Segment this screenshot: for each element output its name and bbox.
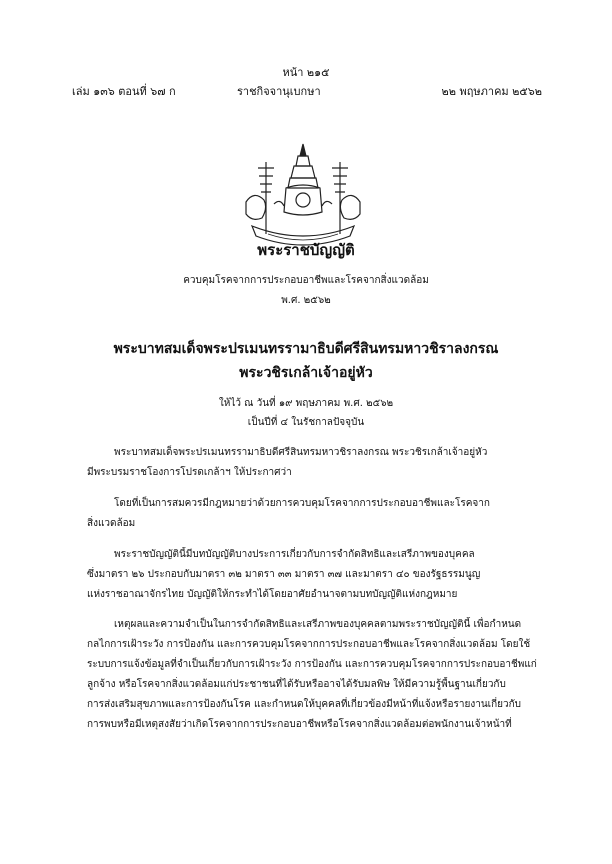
body-line: พระบาทสมเด็จพระปรเมนทรรามาธิบดีศรีสินทรมหาวชิราลงกรณ พระวชิรเกล้าเจ้าอยู่หัว xyxy=(114,447,488,458)
volume-issue: เล่ม ๑๓๖ ตอนที่ ๖๗ ก xyxy=(72,85,176,98)
gazette-name: ราชกิจจานุเบกษา xyxy=(237,85,321,98)
act-subtitle: ควบคุมโรคจากการประกอบอาชีพและโรคจากสิ่งแวดล้อม xyxy=(183,275,429,286)
body-line: การส่งเสริมสุขภาพและการป้องกันโรค และกำหนดให้บุคคลที่เกี่ยวข้องมีหน้าที่แจ้งหรือรายงานเกี่ยวกับ xyxy=(87,699,522,710)
body-line: ลูกจ้าง หรือโรคจากสิ่งแวดล้อมแก่ประชาชนที่ได้รับหรืออาจได้รับมลพิษ ให้มีความรู้พื้นฐานเกี่ยวกับ xyxy=(87,679,506,690)
body-line: สิ่งแวดล้อม xyxy=(87,518,136,529)
gazette-header xyxy=(72,82,542,98)
body-line: พระราชบัญญัตินี้มีบทบัญญัติบางประการเกี่ยวกับการจำกัดสิทธิและเสรีภาพของบุคคล xyxy=(114,549,475,560)
body-line: ซึ่งมาตรา ๒๖ ประกอบกับมาตรา ๓๒ มาตรา ๓๓ มาตรา ๓๗ และมาตรา ๔๐ ของรัฐธรรมนูญ xyxy=(87,569,481,580)
body-line: โดยที่เป็นการสมควรมีกฎหมายว่าด้วยการควบคุมโรคจากการประกอบอาชีพและโรคจาก xyxy=(114,498,490,509)
royal-emblem-icon xyxy=(238,142,368,250)
king-name-line-2: พระวชิรเกล้าเจ้าอยู่หัว xyxy=(239,365,373,381)
page-number: หน้า ๒๑๕ xyxy=(282,66,330,79)
act-year: พ.ศ. ๒๕๖๒ xyxy=(281,295,331,306)
given-date: ให้ไว้ ณ วันที่ ๑๙ พฤษภาคม พ.ศ. ๒๕๖๒ xyxy=(218,398,394,409)
body-line: การพบหรือมีเหตุสงสัยว่าเกิดโรคจากการประกอบอาชีพหรือโรคจากสิ่งแวดล้อมต่อพนักงานเจ้าหน้าที่ xyxy=(87,719,512,730)
act-title: พระราชบัญญัติ xyxy=(257,241,355,259)
body-line: เหตุผลและความจำเป็นในการจำกัดสิทธิและเสรีภาพของบุคคลตามพระราชบัญญัตินี้ เพื่อกำหนด xyxy=(114,619,522,630)
body-line: ระบบการแจ้งข้อมูลที่จำเป็นเกี่ยวกับการเฝ้าระวัง การป้องกัน และการควบคุมโรคจากการประกอบอาชีพแก่ xyxy=(87,659,537,670)
reign-year: เป็นปีที่ ๔ ในรัชกาลปัจจุบัน xyxy=(247,417,365,428)
body-line: มีพระบรมราชโองการโปรดเกล้าฯ ให้ประกาศว่า xyxy=(87,467,292,478)
king-name-line-1: พระบาทสมเด็จพระปรเมนทรรามาธิบดีศรีสินทรมหาวชิราลงกรณ xyxy=(113,341,499,357)
body-line: กลไกการเฝ้าระวัง การป้องกัน และการควบคุมโรคจากการประกอบอาชีพและโรคจากสิ่งแวดล้อม โดยใช้ xyxy=(87,639,531,650)
body-line: แห่งราชอาณาจักรไทย บัญญัติให้กระทำได้โดยอาศัยอำนาจตามบทบัญญัติแห่งกฎหมาย xyxy=(87,589,458,600)
publication-date: ๒๒ พฤษภาคม ๒๕๖๒ xyxy=(441,85,542,98)
